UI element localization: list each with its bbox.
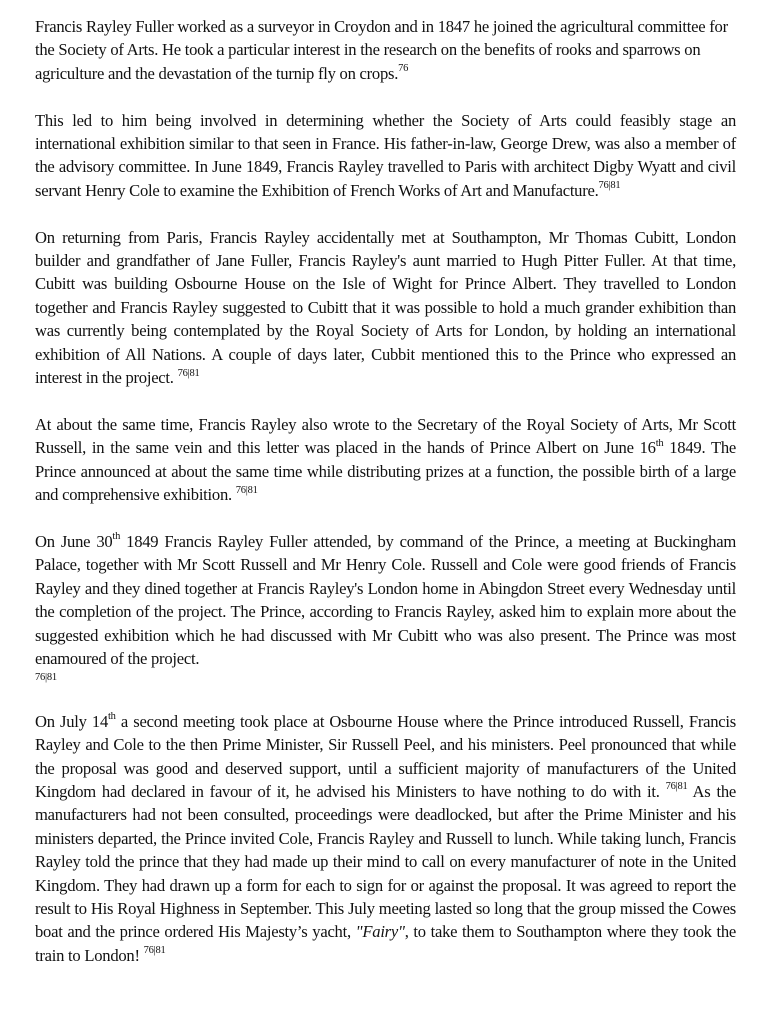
paragraph-text: On returning from Paris, Francis Rayley accidentally met at Southampton, Mr Thomas Cubitt, London builder and grandfather of Jane Fuller, Francis Rayley's aunt married to Hugh Pitter Fuller. At that time, Cubitt was building Osbourne House on the Isle of Wight for Prince Albert. They travelled to London together and Francis Rayley suggested to Cubitt that it was possible to hold a much grander exhibition than was currently being contemplated by the Royal Society of Arts for London, by holding an international exhibition of All Nations. A couple of days later, Cubbit mentioned this to the Prince who expressed an interest in the project.	[35, 227, 736, 388]
footnote-citation: 76|81	[598, 180, 621, 192]
paragraph-text: , to take them to Southampton where they took the train to London!	[35, 922, 736, 965]
ordinal-suffix: th	[108, 711, 116, 723]
paragraph-4	[35, 413, 736, 507]
paragraph-text: On July 14	[35, 711, 108, 731]
paragraph-3	[35, 226, 736, 390]
footnote-citation: 76|81	[665, 781, 688, 793]
paragraph-text: As the manufacturers had not been consulted, proceedings were deadlocked, but after the Prime Minister and his ministers departed, the Prince invited Cole, Francis Rayley and Russell to lunch. While taking lunch, Francis Rayley told the prince that they had made up their mind to call on every manufacturer of note in the United Kingdom. They had drawn up a form for each to sign for or against the proposal. It was agreed to report the result to His Royal Highness in September. This July meeting lasted so long that the group missed the Cowes boat and the prince ordered His Majesty’s yacht,	[35, 781, 736, 942]
paragraph-6	[35, 710, 736, 967]
footnote-citation: 76|81	[235, 484, 258, 496]
paragraph-text: On June 30	[35, 531, 113, 551]
footnote-citation: 76	[398, 63, 409, 75]
paragraph-text: Francis Rayley Fuller worked as a surveyor in Croydon and in 1847 he joined the agricultural committee for the Society of Arts. He took a particular interest in the research on the benefits of rooks and sparrows on agriculture and the devastation of the turnip fly on crops.	[35, 17, 728, 83]
paragraph-text: 1849. The Prince announced at about the same time while distributing prizes at a function, the possible birth of a large and comprehensive exhibition.	[35, 438, 736, 505]
ship-name: "Fairy"	[355, 922, 405, 942]
ordinal-suffix: th	[112, 531, 121, 543]
paragraph-1	[35, 15, 736, 85]
document-page	[35, 15, 736, 991]
paragraph-2	[35, 109, 736, 203]
footnote-citation: 76|81	[143, 945, 166, 957]
paragraph-text: 1849 Francis Rayley Fuller attended, by command of the Prince, a meeting at Buckingham Palace, together with Mr Scott Russell and Mr Henry Cole. Russell and Cole were good friends of Francis Rayley and they dined together at Francis Rayley's London home in Abingdon Street every Wednesday until the completion of the project. The Prince, according to Francis Rayley, asked him to explain more about the suggested exhibition which he had discussed with Mr Cubitt who was also present. The Prince was most enamoured of the project.	[35, 531, 736, 668]
paragraph-text: a second meeting took place at Osbourne House where the Prince introduced Russell, Francis Rayley and Cole to the then Prime Minister, Sir Russell Peel, and his ministers. Peel pronounced that while the proposal was good and deserved support, until a sufficient majority of manufacturers of the United Kingdom had declared in favour of it, he advised his Ministers to have nothing to do with it.	[35, 711, 736, 801]
ordinal-suffix: th	[655, 437, 664, 449]
footnote-citation: 76|81	[35, 672, 57, 684]
paragraph-text: At about the same time, Francis Rayley also wrote to the Secretary of the Royal Society of Arts, Mr Scott Russell, in the same vein and this letter was placed in the hands of Prince Albert on June 16	[35, 414, 736, 458]
paragraph-text: This led to him being involved in determining whether the Society of Arts could feasibly stage an international exhibition similar to that seen in France. His father-in-law, George Drew, was also a member of the advisory committee. In June 1849, Francis Rayley travelled to Paris with architect Digby Wyatt and civil servant Henry Cole to examine the Exhibition of French Works of Art and Manufacture.	[35, 110, 736, 200]
paragraph-5	[35, 530, 736, 686]
footnote-citation: 76|81	[177, 367, 200, 379]
